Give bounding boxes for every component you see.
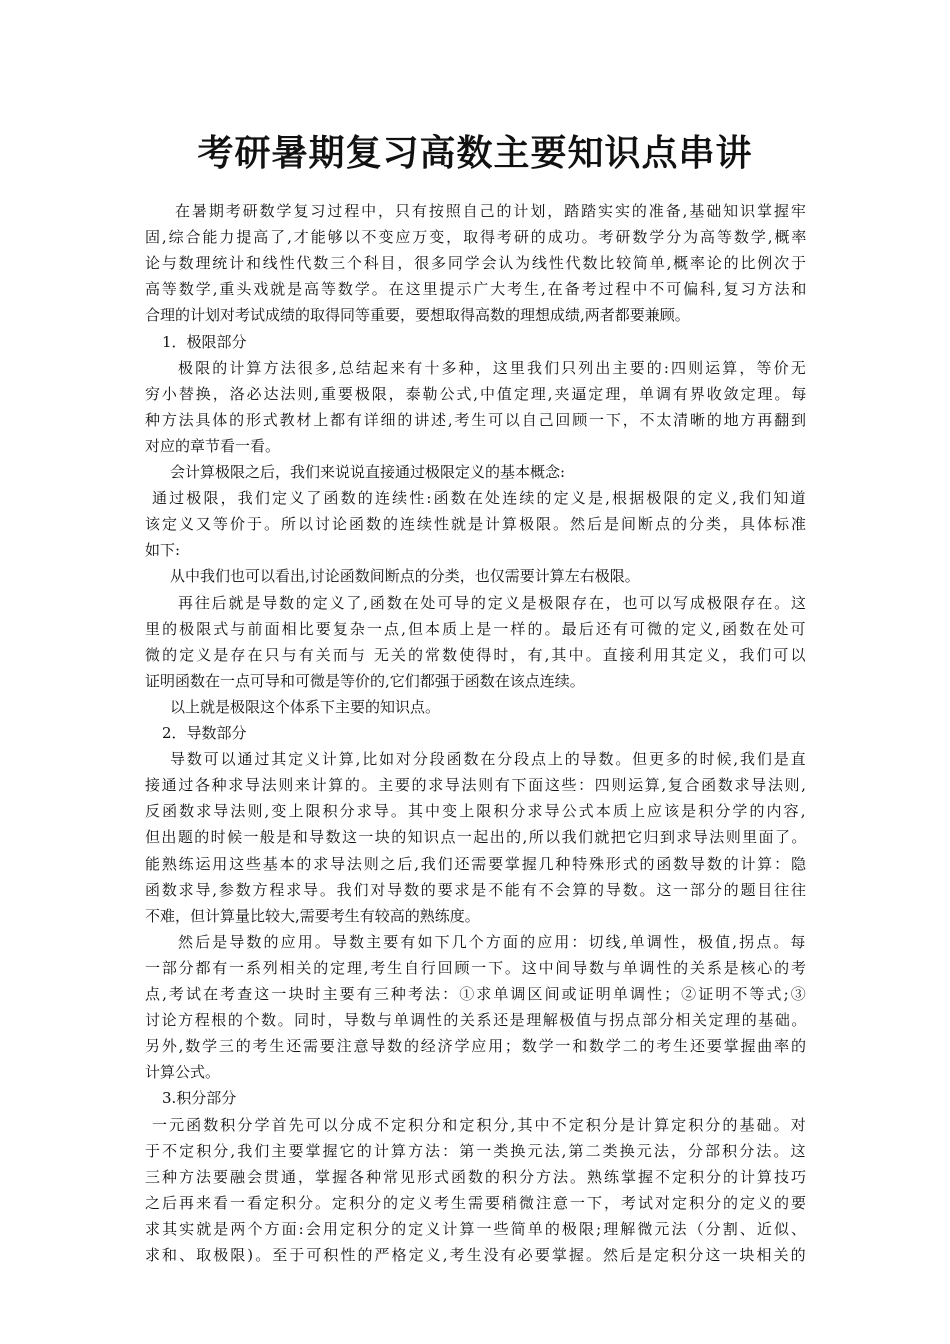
text-line: 会计算极限之后，我们来说说直接通过极限定义的基本概念: <box>170 463 566 481</box>
text-line: 种方法具体的形式教材上都有详细的讲述,考生可以自己回顾一下，不太清晰的地方再翻到 <box>145 411 808 429</box>
text-line: 在暑期考研数学复习过程中，只有按照自己的计划，踏踏实实的准备,基础知识掌握牢 <box>175 202 808 220</box>
text-line: 高等数学,重头戏就是高等数学。在这里提示广大考生,在备考过程中不可偏科,复习方法和 <box>145 280 809 298</box>
text-line: 极限的计算方法很多,总结起来有十多种，这里我们只列出主要的:四则运算，等价无 <box>178 359 808 377</box>
text-line: 2．导数部分 <box>162 724 247 742</box>
text-line: 微的定义是存在只与有关而与 无关的常数使得时，有,其中。直接利用其定义，我们可以 <box>145 646 808 664</box>
text-line: 一元函数积分学首先可以分成不定积分和定积分,其中不定积分是计算定积分的基础。对 <box>152 1116 808 1134</box>
text-line: 证明函数在一点可导和可微是等价的,它们都强于函数在该点连续。 <box>145 672 585 690</box>
text-line: 之后再来看一看定积分。定积分的定义考生需要稍微注意一下，考试对定积分的定义的要 <box>145 1194 809 1212</box>
text-line: 三种方法要融会贯通，掌握各种常见形式函数的积分方法。熟练掌握不定积分的计算技巧 <box>145 1168 809 1186</box>
text-line: 反函数求导法则,变上限积分求导。其中变上限积分求导公式本质上应该是积分学的内容, <box>145 802 808 820</box>
text-line: 点,考试在考查这一块时主要有三种考法：①求单调区间或证明单调性；②证明不等式;③ <box>145 985 808 1003</box>
text-line: 该定义又等价于。所以讨论函数的连续性就是计算极限。然后是间断点的分类，具体标准 <box>145 515 809 533</box>
text-line: 能熟练运用这些基本的求导法则之后,我们还需要掌握几种特殊形式的函数导数的计算：隐 <box>145 855 808 873</box>
document-title: 考研暑期复习高数主要知识点串讲 <box>197 132 753 174</box>
text-line: 论与数理统计和线性代数三个科目，很多同学会认为线性代数比较简单,概率论的比例次于 <box>145 254 808 272</box>
text-line: 从中我们也可以看出,讨论函数间断点的分类，也仅需要计算左右极限。 <box>170 567 640 585</box>
text-line: 计算公式。 <box>145 1063 221 1081</box>
text-line: 一部分都有一系列相关的定理,考生自行回顾一下。这中间导数与单调性的关系是核心的考 <box>145 959 808 977</box>
text-line: 接通过各种求导法则来计算的。主要的求导法则有下面这些：四则运算,复合函数求导法则, <box>145 776 808 794</box>
text-line: 以上就是极限这个体系下主要的知识点。 <box>170 698 441 716</box>
text-line: 求和、取极限)。至于可积性的严格定义,考生没有必要掌握。然后是定积分这一块相关的 <box>145 1246 808 1264</box>
text-line: 于不定积分,我们主要掌握它的计算方法：第一类换元法,第二类换元法，分部积分法。这 <box>145 1142 808 1160</box>
text-line: 求其实就是两个方面:会用定积分的定义计算一些简单的极限;理解微元法（分割、近似、 <box>145 1220 809 1238</box>
text-line: 然后是导数的应用。导数主要有如下几个方面的应用：切线,单调性，极值,拐点。每 <box>178 933 808 951</box>
text-line: 里的极限式与前面相比要复杂一点,但本质上是一样的。最后还有可微的定义,函数在处可 <box>145 620 808 638</box>
text-line: 如下: <box>145 541 181 559</box>
text-line: 不难，但计算量比较大,需要考生有较高的熟练度。 <box>145 907 480 925</box>
text-line: 对应的章节看一看。 <box>145 437 281 455</box>
text-line: 合理的计划对考试成绩的取得同等重要，要想取得高数的理想成绩,两者都要兼顾。 <box>145 306 690 324</box>
text-line: 1．极限部分 <box>162 333 247 351</box>
text-line: 另外,数学三的考生还需要注意导数的经济学应用；数学一和数学二的考生还要掌握曲率的 <box>145 1037 808 1055</box>
text-line: 3.积分部分 <box>162 1089 237 1107</box>
text-line: 固,综合能力提高了,才能够以不变应万变，取得考研的成功。考研数学分为高等数学,概率 <box>145 228 809 246</box>
text-line: 再往后就是导数的定义了,函数在处可导的定义是极限存在，也可以写成极限存在。这 <box>178 594 808 612</box>
text-line: 讨论方程根的个数。同时，导数与单调性的关系还是理解极值与拐点部分相关定理的基础。 <box>145 1011 809 1029</box>
text-line: 函数求导,参数方程求导。我们对导数的要求是不能有不会算的导数。这一部分的题目往往 <box>145 881 808 899</box>
text-line: 但出题的时候一般是和导数这一块的知识点一起出的,所以我们就把它归到求导法则里面了。 <box>145 828 808 846</box>
text-line: 穷小替换，洛必达法则,重要极限，泰勒公式,中值定理,夹逼定理，单调有界收敛定理。每 <box>145 385 809 403</box>
text-line: 通过极限，我们定义了函数的连续性:函数在处连续的定义是,根据极限的定义,我们知道 <box>152 489 808 507</box>
text-line: 导数可以通过其定义计算,比如对分段函数在分段点上的导数。但更多的时候,我们是直 <box>170 750 808 768</box>
